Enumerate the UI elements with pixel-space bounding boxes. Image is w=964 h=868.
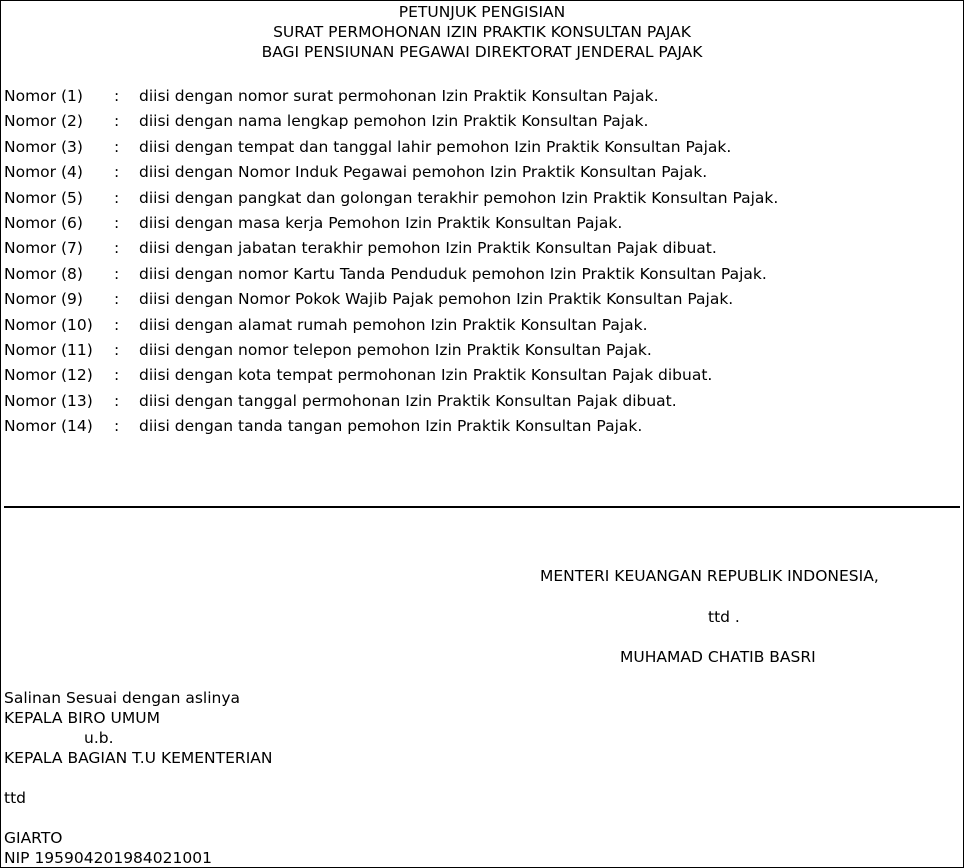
instruction-colon: :: [114, 366, 120, 385]
instruction-description: diisi dengan nomor surat permohonan Izin Praktik Konsultan Pajak.: [139, 87, 659, 105]
copy-office: KEPALA BIRO UMUM: [4, 709, 160, 727]
minister-position: MENTERI KEUANGAN REPUBLIK INDONESIA,: [540, 567, 879, 585]
instruction-description: diisi dengan nomor Kartu Tanda Penduduk pemohon Izin Praktik Konsultan Pajak.: [139, 264, 767, 283]
copy-spacer: [4, 808, 272, 828]
instruction-colon: :: [114, 264, 120, 283]
instruction-number: Nomor (10): [4, 315, 93, 334]
instruction-number: Nomor (1): [4, 87, 83, 105]
instruction-number: Nomor (11): [4, 340, 93, 359]
title-line-3: BAGI PENSIUNAN PEGAWAI DIREKTORAT JENDERAL PAJAK: [261, 43, 703, 61]
instruction-description: diisi dengan jabatan terakhir pemohon Izin Praktik Konsultan Pajak dibuat.: [139, 239, 717, 258]
instruction-description: diisi dengan alamat rumah pemohon Izin Praktik Konsultan Pajak.: [139, 315, 648, 334]
instruction-number: Nomor (5): [4, 188, 83, 207]
minister-ttd: ttd .: [708, 608, 740, 626]
copy-signer-name: GIARTO: [4, 829, 63, 847]
title-line-1: PETUNJUK PENGISIAN: [398, 3, 566, 21]
instruction-description: diisi dengan kota tempat permohonan Izin Praktik Konsultan Pajak dibuat.: [139, 366, 713, 385]
instruction-description: diisi dengan nomor telepon pemohon Izin Praktik Konsultan Pajak.: [139, 340, 652, 359]
instruction-number: Nomor (2): [4, 112, 83, 131]
instruction-description: diisi dengan pangkat dan golongan terakhir pemohon Izin Praktik Konsultan Pajak.: [139, 188, 779, 207]
instruction-number: Nomor (7): [4, 239, 83, 258]
copy-spacer: [4, 768, 272, 788]
instruction-number: Nomor (6): [4, 213, 83, 232]
copy-ub: u.b.: [84, 729, 114, 747]
instruction-colon: :: [114, 315, 120, 334]
instruction-description: diisi dengan tanggal permohonan Izin Praktik Konsultan Pajak dibuat.: [139, 391, 677, 410]
separator-rule: [4, 506, 960, 508]
title-line-2: SURAT PERMOHONAN IZIN PRAKTIK KONSULTAN PAJAK: [273, 23, 691, 41]
instruction-number: Nomor (8): [4, 264, 83, 283]
instruction-description: diisi dengan Nomor Induk Pegawai pemohon Izin Praktik Konsultan Pajak.: [139, 163, 708, 182]
instruction-colon: :: [114, 87, 120, 105]
document-title: [0, 2, 964, 62]
instruction-number: Nomor (9): [4, 290, 83, 309]
minister-name: MUHAMAD CHATIB BASRI: [620, 648, 816, 666]
instruction-colon: :: [114, 239, 120, 258]
instruction-description: diisi dengan Nomor Pokok Wajib Pajak pemohon Izin Praktik Konsultan Pajak.: [139, 290, 734, 309]
copy-ttd: ttd: [4, 789, 26, 807]
instruction-colon: :: [114, 417, 120, 436]
instruction-number: Nomor (14): [4, 417, 93, 436]
instruction-colon: :: [114, 340, 120, 359]
instruction-colon: :: [114, 213, 120, 232]
instruction-number: Nomor (13): [4, 391, 93, 410]
instruction-colon: :: [114, 290, 120, 309]
copy-statement: Salinan Sesuai dengan aslinya: [4, 689, 240, 707]
instruction-colon: :: [114, 112, 120, 131]
instruction-colon: :: [114, 391, 120, 410]
instruction-description: diisi dengan nama lengkap pemohon Izin Praktik Konsultan Pajak.: [139, 112, 649, 131]
copy-signer-nip: NIP 195904201984021001: [4, 849, 212, 867]
instruction-number: Nomor (3): [4, 137, 83, 156]
instruction-number: Nomor (4): [4, 163, 83, 182]
instruction-colon: :: [114, 188, 120, 207]
instruction-description: diisi dengan masa kerja Pemohon Izin Praktik Konsultan Pajak.: [139, 213, 623, 232]
copy-section-head: KEPALA BAGIAN T.U KEMENTERIAN: [4, 749, 273, 767]
instruction-colon: :: [114, 137, 120, 156]
instruction-description: diisi dengan tempat dan tanggal lahir pemohon Izin Praktik Konsultan Pajak.: [139, 137, 732, 156]
instruction-description: diisi dengan tanda tangan pemohon Izin Praktik Konsultan Pajak.: [139, 417, 643, 436]
certified-copy-block: [4, 688, 272, 868]
instruction-number: Nomor (12): [4, 366, 93, 385]
instruction-colon: :: [114, 163, 120, 182]
